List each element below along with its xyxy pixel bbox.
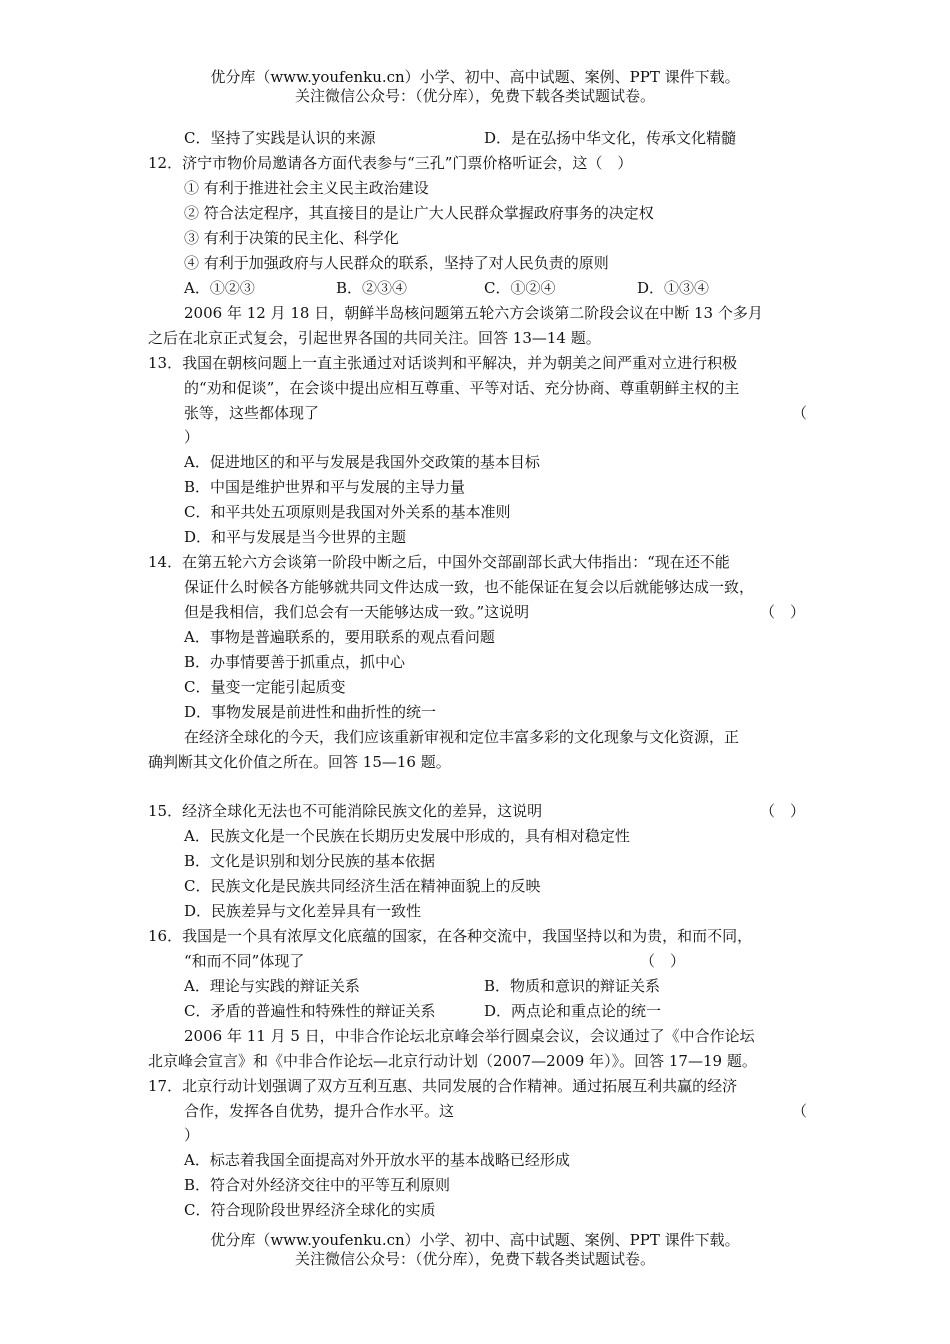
- q12-item-1: ① 有利于推进社会主义民主政治建设: [184, 179, 429, 197]
- q16-option-c: C．矛盾的普遍性和特殊性的辩证关系: [184, 1002, 436, 1020]
- q13-line-1: 13．我国在朝核问题上一直主张通过对话谈判和平解决，并为朝美之间严重对立进行积极: [148, 354, 738, 372]
- intro-17-19-line-1: 2006 年 11 月 5 日，中非合作论坛北京峰会举行圆桌会议，会议通过了《中合作论坛: [184, 1027, 755, 1045]
- intro-15-16-line-1: 在经济全球化的今天，我们应该重新审视和定位丰富多彩的文化现象与文化资源，正: [184, 728, 740, 746]
- q16-answer-paren: （ ）: [640, 952, 686, 970]
- q13-option-d: D．和平与发展是当今世界的主题: [184, 528, 407, 546]
- q13-option-a: A．促进地区的和平与发展是我国外交政策的基本目标: [184, 453, 540, 471]
- q14-option-a: A．事物是普遍联系的，要用联系的观点看问题: [184, 628, 495, 646]
- q14-option-b: B．办事情要善于抓重点，抓中心: [184, 653, 406, 671]
- q14-line-3: 但是我相信，我们总会有一天能够达成一致。”这说明: [184, 603, 530, 621]
- q12-stem: 12．济宁市物价局邀请各方面代表参与“三孔”门票价格听证会，这（ ）: [148, 154, 633, 172]
- q15-answer-paren: （ ）: [760, 802, 806, 820]
- q16-line-2: “和而不同”体现了: [184, 952, 305, 970]
- intro-13-14-line-1: 2006 年 12 月 18 日，朝鲜半岛核问题第五轮六方会谈第二阶段会议在中断 13 个多月: [184, 304, 763, 322]
- q17-line-1: 17．北京行动计划强调了双方互利互惠、共同发展的合作精神。通过拓展互利共赢的经济: [148, 1077, 738, 1095]
- q13-line-2: 的“劝和促谈”，在会谈中提出应相互尊重、平等对话、充分协商、尊重朝鲜主权的主: [184, 379, 740, 397]
- footer-line-2: 关注微信公众号：（优分库），免费下载各类试题试卷。: [294, 1250, 655, 1268]
- q16-option-b: B．物质和意识的辩证关系: [484, 977, 661, 995]
- q13-option-b: B．中国是维护世界和平与发展的主导力量: [184, 478, 466, 496]
- q16-line-1: 16．我国是一个具有浓厚文化底蕴的国家，在各种交流中，我国坚持以和为贵，和而不同，: [148, 927, 753, 945]
- q12-item-2: ② 符合法定程序，其直接目的是让广大人民群众掌握政府事务的决定权: [184, 204, 654, 222]
- q13-line-3: 张等，这些都体现了: [184, 404, 320, 422]
- intro-15-16-line-2: 确判断其文化价值之所在。回答 15—16 题。: [148, 753, 451, 771]
- footer-line-1: 优分库（www.youfenku.cn）小学、初中、高中试题、案例、PPT 课件下载。: [210, 1231, 740, 1249]
- q14-option-d: D．事物发展是前进性和曲折性的统一: [184, 703, 437, 721]
- q12-option-d: D．①③④: [637, 279, 710, 297]
- q17-option-b: B．符合对外经济交往中的平等互利原则: [184, 1176, 451, 1194]
- q14-line-1: 14．在第五轮六方会谈第一阶段中断之后，中国外交部副部长武大伟指出：“现在还不能: [148, 553, 730, 571]
- q13-answer-paren-open: （: [792, 404, 808, 422]
- q13-option-c: C．和平共处五项原则是我国对外关系的基本准则: [184, 503, 511, 521]
- header-line-2: 关注微信公众号：（优分库），免费下载各类试题试卷。: [294, 87, 655, 105]
- q12-option-b: B．②③④: [336, 279, 408, 297]
- q12-item-3: ③ 有利于决策的民主化、科学化: [184, 229, 399, 247]
- q11-option-c: C．坚持了实践是认识的来源: [184, 129, 376, 147]
- q12-option-c: C．①②④: [484, 279, 556, 297]
- q12-option-a: A．①②③: [184, 279, 255, 297]
- q15-option-a: A．民族文化是一个民族在长期历史发展中形成的，具有相对稳定性: [184, 827, 630, 845]
- q16-option-d: D．两点论和重点论的统一: [484, 1002, 662, 1020]
- q11-option-d: D．是在弘扬中华文化，传承文化精髓: [484, 129, 737, 147]
- q17-option-c: C．符合现阶段世界经济全球化的实质: [184, 1201, 436, 1219]
- intro-13-14-line-2: 之后在北京正式复会，引起世界各国的共同关注。回答 13—14 题。: [148, 329, 601, 347]
- q12-item-4: ④ 有利于加强政府与人民群众的联系，坚持了对人民负责的原则: [184, 254, 609, 272]
- q15-stem: 15．经济全球化无法也不可能消除民族文化的差异，这说明: [148, 802, 543, 820]
- q14-option-c: C．量变一定能引起质变: [184, 678, 346, 696]
- q17-answer-paren-open: （: [792, 1102, 808, 1120]
- intro-17-19-line-2: 北京峰会宣言》和《中非合作论坛—北京行动计划（2007—2009 年）》。回答 17—19 题。: [148, 1052, 757, 1070]
- header-line-1: 优分库（www.youfenku.cn）小学、初中、高中试题、案例、PPT 课件下载。: [210, 68, 740, 86]
- q15-option-b: B．文化是识别和划分民族的基本依据: [184, 852, 436, 870]
- q15-option-c: C．民族文化是民族共同经济生活在精神面貌上的反映: [184, 877, 541, 895]
- q17-option-a: A．标志着我国全面提高对外开放水平的基本战略已经形成: [184, 1151, 570, 1169]
- q16-option-a: A．理论与实践的辩证关系: [184, 977, 360, 995]
- q14-answer-paren: （ ）: [760, 603, 806, 621]
- q17-line-2: 合作，发挥各自优势，提升合作水平。这: [184, 1102, 455, 1120]
- q17-answer-paren-close: ）: [184, 1126, 200, 1144]
- q14-line-2: 保证什么时候各方能够就共同文件达成一致，也不能保证在复会以后就能够达成一致，: [184, 578, 755, 596]
- q15-option-d: D．民族差异与文化差异具有一致性: [184, 902, 422, 920]
- q13-answer-paren-close: ）: [184, 428, 200, 446]
